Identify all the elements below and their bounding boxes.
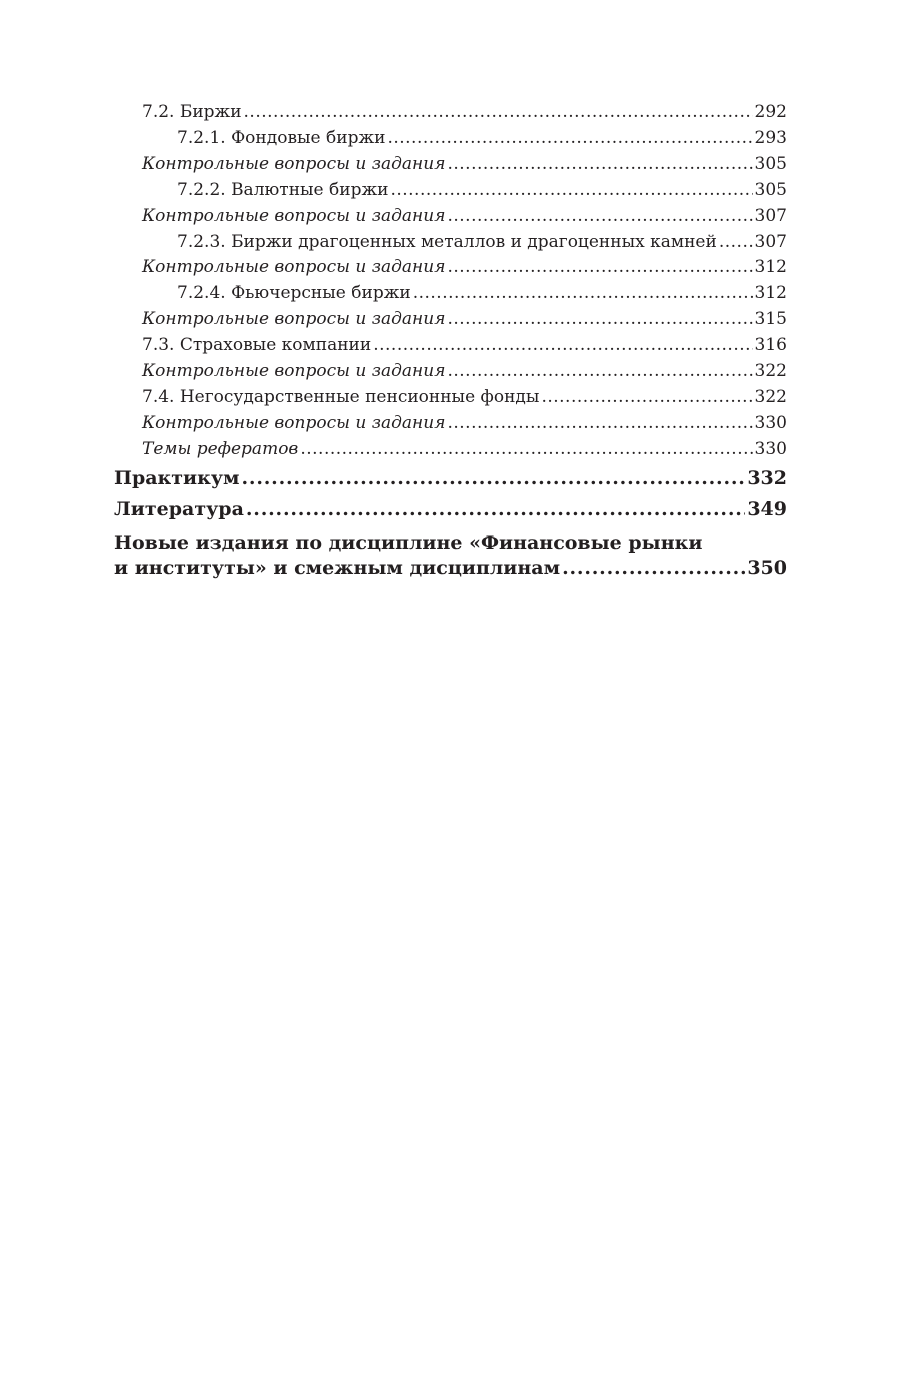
- dot-leader: [413, 281, 753, 307]
- dot-leader: [246, 494, 745, 525]
- toc-entry-page: 292: [754, 102, 787, 122]
- toc-entry[interactable]: [114, 411, 787, 437]
- toc-entry[interactable]: [114, 126, 787, 152]
- dot-leader: [562, 556, 745, 581]
- dot-leader: [541, 385, 752, 411]
- toc-entry-page: 330: [754, 412, 787, 433]
- dot-leader: [300, 437, 752, 463]
- toc-entry-title: 7.3. Страховые компании: [142, 335, 372, 356]
- toc-entry-title: Темы рефератов: [142, 438, 299, 459]
- toc-entry-title: Контрольные вопросы и задания: [142, 257, 446, 278]
- toc-entry-title: 7.2.4. Фьючерсные биржи: [177, 283, 411, 304]
- toc-entry-page: 350: [747, 556, 787, 579]
- toc-entry[interactable]: [114, 437, 787, 463]
- toc-entry[interactable]: [114, 281, 787, 307]
- dot-leader: [447, 411, 752, 437]
- dot-leader: [390, 178, 752, 204]
- toc-entry-major[interactable]: [114, 463, 787, 494]
- toc-entry[interactable]: [114, 230, 787, 256]
- toc-entry-title: Литература: [114, 497, 244, 520]
- table-of-contents: [114, 100, 787, 581]
- toc-entry-title-line2: и институты» и смежным дисциплинам: [114, 556, 561, 579]
- dot-leader: [447, 255, 752, 281]
- dot-leader: [447, 152, 752, 178]
- toc-entry[interactable]: [114, 204, 787, 230]
- toc-entry-page: 307: [754, 231, 787, 252]
- toc-entry[interactable]: [114, 100, 787, 126]
- toc-entry-title-line1: Новые издания по дисциплине «Финансовые рынки: [114, 531, 703, 554]
- toc-entry-page: 332: [747, 466, 787, 489]
- toc-entry-major[interactable]: [114, 494, 787, 525]
- toc-entry-page: 315: [754, 309, 787, 330]
- dot-leader: [387, 126, 752, 152]
- toc-entry-page: 307: [754, 205, 787, 226]
- toc-entry-page: 293: [754, 127, 787, 148]
- toc-entry[interactable]: [114, 385, 787, 411]
- dot-leader: [719, 230, 753, 256]
- toc-entry-page: 312: [754, 283, 787, 304]
- toc-entry-title: 7.2. Биржи: [142, 102, 242, 122]
- toc-entry-title: 7.2.1. Фондовые биржи: [177, 127, 386, 148]
- toc-entry-page: 322: [754, 361, 787, 382]
- toc-entry-title: 7.4. Негосударственные пенсионные фонды: [142, 386, 540, 407]
- dot-leader: [447, 307, 752, 333]
- dot-leader: [447, 359, 752, 385]
- toc-entry[interactable]: [114, 333, 787, 359]
- toc-entry-major[interactable]: [114, 531, 787, 581]
- toc-entry[interactable]: [114, 178, 787, 204]
- toc-entry-page: 312: [754, 257, 787, 278]
- toc-entry-title: Контрольные вопросы и задания: [142, 153, 446, 174]
- toc-entry[interactable]: [114, 152, 787, 178]
- toc-entry-page: 330: [754, 438, 787, 459]
- toc-entry-title: Контрольные вопросы и задания: [142, 361, 446, 382]
- toc-entry-title: 7.2.3. Биржи драгоценных металлов и драгоценных камней: [177, 231, 717, 252]
- toc-entry-title: Контрольные вопросы и задания: [142, 412, 446, 433]
- toc-entry-page: 316: [754, 335, 787, 356]
- toc-entry-page: 305: [754, 179, 787, 200]
- dot-leader: [242, 463, 746, 494]
- toc-entry-title: Контрольные вопросы и задания: [142, 309, 446, 330]
- toc-entry-title: 7.2.2. Валютные биржи: [177, 179, 389, 200]
- toc-entry-title: Практикум: [114, 466, 240, 489]
- toc-entry-page: 322: [754, 386, 787, 407]
- toc-entry-title: Контрольные вопросы и задания: [142, 205, 446, 226]
- dot-leader: [373, 333, 752, 359]
- toc-entry[interactable]: [114, 307, 787, 333]
- toc-entry[interactable]: [114, 255, 787, 281]
- toc-entry-page: 305: [754, 153, 787, 174]
- dot-leader: [447, 204, 752, 230]
- dot-leader: [244, 100, 753, 126]
- toc-entry-page: 349: [747, 497, 787, 520]
- toc-entry[interactable]: [114, 359, 787, 385]
